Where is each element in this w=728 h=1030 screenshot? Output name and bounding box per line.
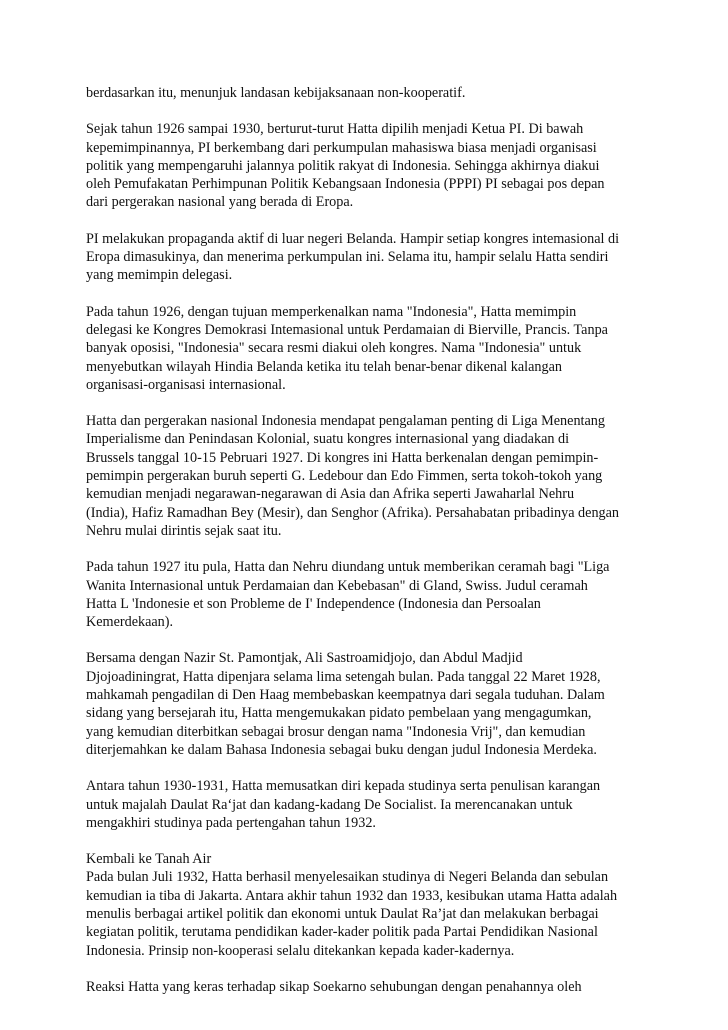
- text-line: organisasi-organisasi internasional.: [86, 376, 286, 393]
- text-line: (India), Hafiz Ramadhan Bey (Mesir), dan Senghor (Afrika). Persahabatan pribadinya dengan: [86, 504, 620, 521]
- paragraph: [86, 558, 646, 631]
- text-line: untuk majalah Daulat Ra‘jat dan kadang-kadang De Socialist. Ia merencanakan untuk: [86, 796, 573, 813]
- text-line: Pada tahun 1927 itu pula, Hatta dan Nehru diundang untuk memberikan ceramah bagi "Liga: [86, 559, 610, 576]
- section-heading: Kembali ke Tanah Air: [86, 851, 212, 868]
- text-line: oleh Pemufakatan Perhimpunan Politik Kebangsaan Indonesia (PPPI) PI sebagai pos depan: [86, 176, 605, 193]
- text-line: kemudian ia tiba di Jakarta. Antara akhir tahun 1932 dan 1933, kesibukan utama Hatta adalah: [86, 887, 618, 904]
- text-line: Djojoadiningrat, Hatta dipenjara selama lima setengah bulan. Pada tanggal 22 Maret 1928,: [86, 668, 601, 685]
- paragraph: [86, 649, 646, 759]
- text-line: mahkamah pengadilan di Den Haag membebaskan keempatnya dari segala tuduhan. Dalam: [86, 687, 605, 704]
- text-line: berdasarkan itu, menunjuk landasan kebijaksanaan non-kooperatif.: [86, 85, 466, 101]
- paragraph: [86, 850, 646, 960]
- text-line: menulis berbagai artikel politik dan ekonomi untuk Daulat Ra’jat dan melakukan berbagai: [86, 905, 599, 922]
- text-line: Hatta dan pergerakan nasional Indonesia mendapat pengalaman penting di Liga Menentang: [86, 413, 605, 430]
- paragraph: [86, 412, 646, 540]
- text-line: PI melakukan propaganda aktif di luar negeri Belanda. Hampir setiap kongres intemasional di: [86, 230, 620, 247]
- text-line: Reaksi Hatta yang keras terhadap sikap Soekarno sehubungan dengan penahannya oleh: [86, 978, 582, 995]
- text-line: Imperialisme dan Penindasan Kolonial, suatu kongres internasional yang diadakan di: [86, 431, 570, 448]
- text-line: banyak oposisi, "Indonesia" secara resmi diakui oleh kongres. Nama "Indonesia" untuk: [86, 340, 582, 357]
- text-line: Kemerdekaan).: [86, 614, 174, 631]
- text-line: Nehru mulai dirintis sejak saat itu.: [86, 522, 282, 539]
- text-line: menyebutkan wilayah Hindia Belanda ketika itu telah benar-benar dikenal kalangan: [86, 358, 562, 375]
- text-line: Antara tahun 1930-1931, Hatta memusatkan diri kepada studinya serta penulisan karangan: [86, 778, 601, 795]
- text-line: Hatta L 'Indonesie et son Probleme de I' Independence (Indonesia dan Persoalan: [86, 595, 541, 612]
- text-line: dari pergerakan nasional yang berada di Eropa.: [86, 194, 354, 211]
- text-line: sidang yang bersejarah itu, Hatta mengemukakan pidato pembelaan yang mengagumkan,: [86, 705, 592, 722]
- paragraph: [86, 303, 646, 394]
- text-line: politik yang mempengaruhi jalannya politik rakyat di Indonesia. Sehingga akhirnya diakui: [86, 157, 600, 174]
- text-line: mengakhiri studinya pada pertengahan tahun 1932.: [86, 814, 376, 831]
- paragraph: [86, 84, 646, 102]
- text-line: Wanita Internasional untuk Perdamaian dan Kebebasan" di Gland, Swiss. Judul ceramah: [86, 577, 588, 594]
- text-line: Brussels tanggal 10-15 Pebruari 1927. Di kongres ini Hatta berkenalan dengan pemimpin-: [86, 449, 599, 466]
- text-line: kegiatan politik, terutama pendidikan kader-kader politik pada Partai Pendidikan Nasional: [86, 924, 598, 941]
- paragraph: [86, 978, 646, 996]
- paragraph: [86, 230, 646, 285]
- text-line: yang kemudian diterbitkan sebagai brosur dengan nama "Indonesia Vrij", dan kemudian: [86, 723, 586, 740]
- text-line: Indonesia. Prinsip non-kooperasi selalu ditekankan kepada kader-kadernya.: [86, 942, 515, 959]
- text-line: kemudian menjadi negarawan-negarawan di Asia dan Afrika seperti Jawaharlal Nehru: [86, 486, 575, 503]
- text-line: kepemimpinannya, PI berkembang dari perkumpulan mahasiswa biasa menjadi organisasi: [86, 139, 597, 156]
- document-page: [86, 84, 646, 1014]
- text-line: diterjemahkan ke dalam Bahasa Indonesia sebagai buku dengan judul Indonesia Merdeka.: [86, 741, 597, 758]
- text-line: Pada bulan Juli 1932, Hatta berhasil menyelesaikan studinya di Negeri Belanda dan sebulan: [86, 869, 609, 886]
- text-line: Pada tahun 1926, dengan tujuan memperkenalkan nama "Indonesia", Hatta memimpin: [86, 303, 577, 320]
- paragraph: [86, 120, 646, 211]
- text-line: Eropa dimasukinya, dan menerima perkumpulan ini. Selama itu, hampir selalu Hatta sendiri: [86, 249, 609, 266]
- text-line: pemimpin pergerakan buruh seperti G. Ledebour dan Edo Fimmen, serta tokoh-tokoh yang: [86, 468, 603, 485]
- paragraph: [86, 777, 646, 832]
- text-line: delegasi ke Kongres Demokrasi Intemasional untuk Perdamaian di Bierville, Prancis. Tanpa: [86, 321, 608, 338]
- text-line: Bersama dengan Nazir St. Pamontjak, Ali Sastroamidjojo, dan Abdul Madjid: [86, 650, 523, 667]
- text-line: Sejak tahun 1926 sampai 1930, berturut-turut Hatta dipilih menjadi Ketua PI. Di bawah: [86, 121, 584, 138]
- text-line: yang memimpin delegasi.: [86, 267, 233, 284]
